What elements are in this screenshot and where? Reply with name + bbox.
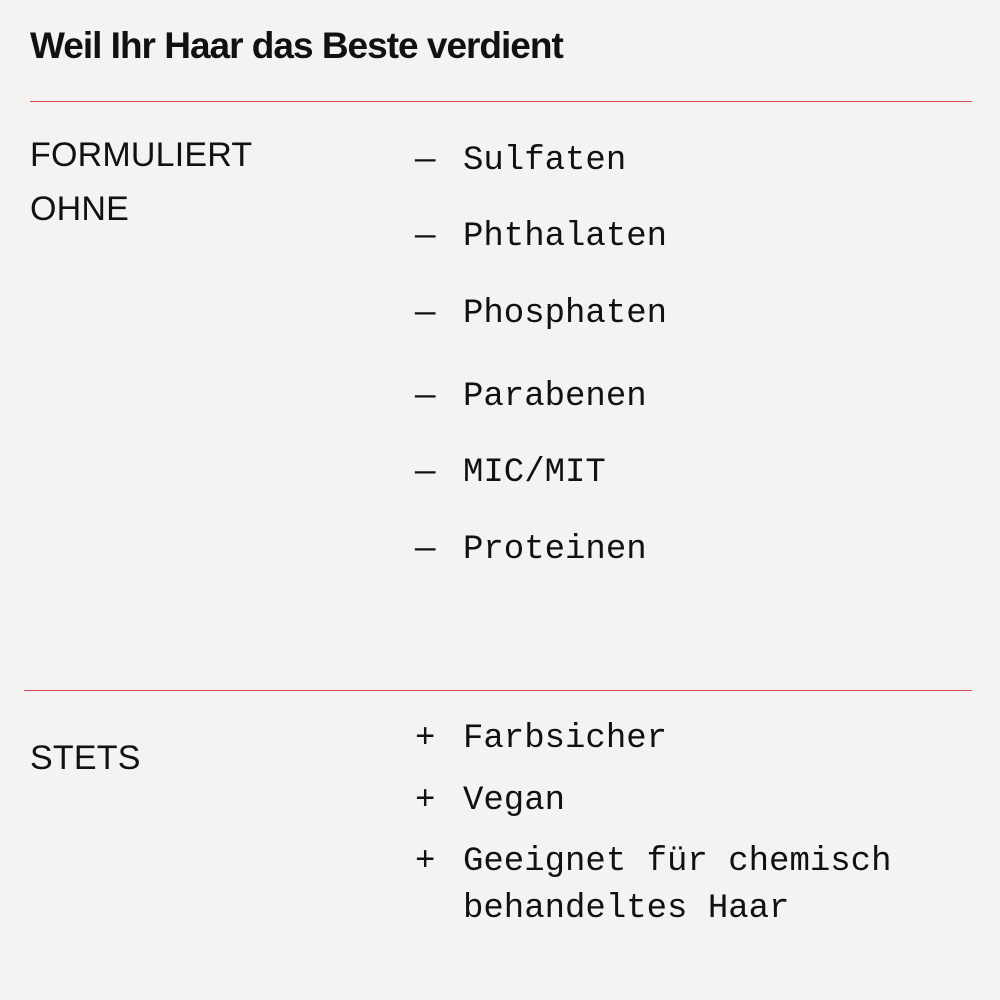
list-item-vegan — [415, 778, 565, 824]
list-item-label: Phosphaten — [463, 295, 668, 333]
section-label-line-2: OHNE — [30, 190, 130, 228]
top-divider — [30, 101, 972, 102]
list-item-label: Phthalaten — [463, 218, 668, 256]
list-item-phosphaten — [415, 291, 667, 337]
list-item-label: Parabenen — [463, 378, 647, 416]
list-item-parabenen — [415, 374, 647, 420]
dash-marker: — — [415, 218, 436, 256]
dash-marker: — — [415, 142, 436, 180]
dash-marker: — — [415, 378, 436, 416]
list-item-label: Sulfaten — [463, 142, 627, 180]
plus-marker: + — [415, 843, 436, 881]
plus-marker: + — [415, 782, 436, 820]
page-title: Weil Ihr Haar das Beste verdient — [30, 25, 563, 66]
section-label-stets: STETS — [30, 739, 141, 777]
middle-divider — [24, 690, 972, 691]
list-item-sulfaten — [415, 138, 626, 184]
section-label-formuliert-ohne — [30, 128, 252, 236]
list-item-label: Vegan — [463, 782, 566, 820]
list-item-label: Farbsicher — [463, 720, 668, 758]
list-item-proteinen — [415, 527, 647, 573]
list-item-label: MIC/MIT — [463, 454, 606, 492]
list-item-mic-mit — [415, 450, 606, 496]
list-item-farbsicher — [415, 716, 667, 762]
list-item-geeignet-continuation: behandeltes Haar — [463, 890, 790, 928]
dash-marker: — — [415, 295, 436, 333]
list-item-label: Geeignet für chemisch — [463, 843, 892, 881]
list-item-geeignet — [415, 839, 891, 885]
dash-marker: — — [415, 531, 436, 569]
list-item-phthalaten — [415, 214, 667, 260]
section-label-line-1: FORMULIERT — [30, 136, 253, 174]
list-item-label: Proteinen — [463, 531, 647, 569]
dash-marker: — — [415, 454, 436, 492]
plus-marker: + — [415, 720, 436, 758]
